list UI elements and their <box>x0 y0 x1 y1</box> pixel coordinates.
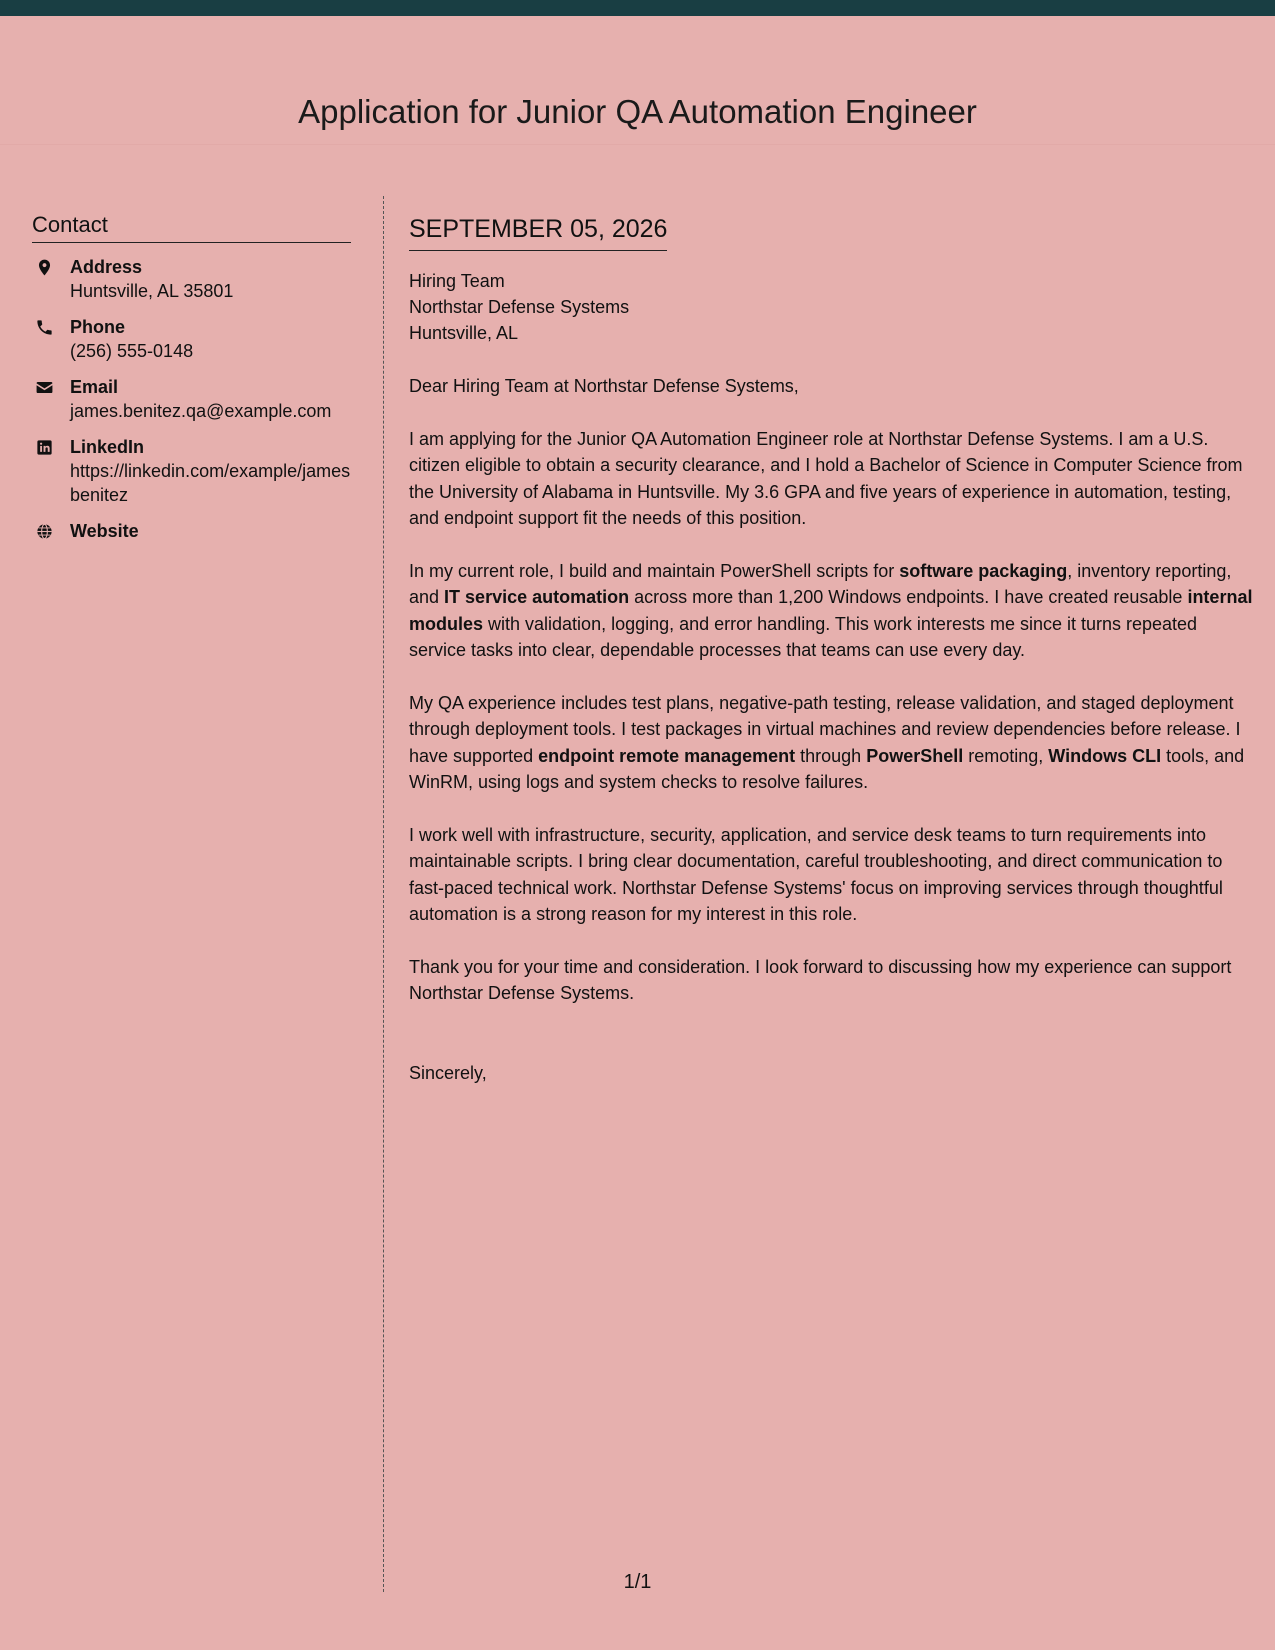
closing: Sincerely, <box>409 1062 487 1083</box>
letter-paragraph <box>409 426 1254 532</box>
paragraph-text: I am applying for the Junior QA Automation Engineer role at Northstar Defense Systems. I am a U.S. citizen eligible to obtain a security clearance, and I hold a Bachelor of Science in Computer Science from the University of Alabama in Huntsville. My 3.6 GPA and five years of experience in automation, testing, and endpoint support fit the needs of this position. <box>409 428 1243 528</box>
recipient-line: Huntsville, AL <box>409 323 519 343</box>
recipient-line: Northstar Defense Systems <box>409 297 630 317</box>
page-number: 1/1 <box>623 1571 652 1593</box>
column-divider <box>383 196 384 1592</box>
salutation: Dear Hiring Team at Northstar Defense Systems, <box>409 376 799 396</box>
letter-paragraph <box>409 558 1254 664</box>
paragraph-text: Thank you for your time and consideration. I look forward to discussing how my experience can support Northstar Defense Systems. <box>409 956 1232 1003</box>
emphasized-text: software packaging <box>899 560 1068 581</box>
paragraph-text: tools, and WinRM, using logs and system checks to resolve failures. <box>409 745 1245 792</box>
emphasized-text: PowerShell <box>866 745 964 766</box>
page-title: Application for Junior QA Automation Engineer <box>298 93 977 130</box>
contact-email <box>32 375 351 423</box>
email-label: Email <box>70 377 119 397</box>
email-value[interactable]: james.benitez.qa@example.com <box>70 401 332 421</box>
recipient-block <box>409 268 1254 346</box>
cover-letter <box>409 213 1254 1086</box>
top-accent-bar <box>0 0 1275 16</box>
address-value: Huntsville, AL 35801 <box>70 281 234 301</box>
page-header <box>0 16 1275 145</box>
emphasized-text: internal modules <box>409 587 1253 634</box>
linkedin-value[interactable]: https://linkedin.com/example/jamesbenitez <box>70 461 351 505</box>
contact-phone <box>32 315 351 363</box>
paragraph-text: I work well with infrastructure, security, application, and service desk teams to turn requirements into maintainable scripts. I bring clear documentation, careful troubleshooting, and direct communication to fast-paced technical work. Northstar Defense Systems' focus on improving services through thoughtful automation is a strong reason for my interest in this role. <box>409 824 1223 924</box>
map-pin-icon <box>32 255 70 279</box>
linkedin-icon <box>32 435 70 459</box>
emphasized-text: endpoint remote management <box>538 745 796 766</box>
phone-icon <box>32 315 70 339</box>
letter-paragraph <box>409 690 1254 796</box>
letter-paragraph <box>409 822 1254 928</box>
paragraph-text: , inventory reporting, and <box>409 560 1232 607</box>
address-label: Address <box>70 257 143 277</box>
emphasized-text: IT service automation <box>444 587 630 607</box>
website-label: Website <box>70 521 139 541</box>
contact-heading: Contact <box>32 211 351 243</box>
contact-linkedin <box>32 435 351 507</box>
paragraph-text: through <box>795 745 867 766</box>
paragraph-text: My QA experience includes test plans, negative-path testing, release validation, and staged deployment through deployment tools. I test packages in virtual machines and review dependencies before release. I have supported <box>409 692 1241 766</box>
paragraph-text: In my current role, I build and maintain PowerShell scripts for <box>409 560 900 581</box>
recipient-line: Hiring Team <box>409 271 505 291</box>
contact-sidebar <box>32 211 351 555</box>
phone-label: Phone <box>70 317 126 337</box>
linkedin-label: LinkedIn <box>70 437 145 457</box>
envelope-icon <box>32 375 70 399</box>
globe-icon <box>32 519 70 543</box>
paragraph-text: remoting, <box>963 745 1049 766</box>
contact-address <box>32 255 351 303</box>
letter-body <box>409 426 1254 1007</box>
paragraph-text: across more than 1,200 Windows endpoints. I have created reusable <box>629 587 1188 607</box>
contact-website <box>32 519 351 543</box>
letter-date: SEPTEMBER 05, 2026 <box>409 213 667 251</box>
paragraph-text: with validation, logging, and error handling. This work interests me since it turns repeated service tasks into clear, dependable processes that teams can use every day. <box>409 613 1198 660</box>
letter-paragraph <box>409 954 1254 1007</box>
emphasized-text: Windows CLI <box>1048 745 1162 766</box>
phone-value: (256) 555-0148 <box>70 341 194 361</box>
